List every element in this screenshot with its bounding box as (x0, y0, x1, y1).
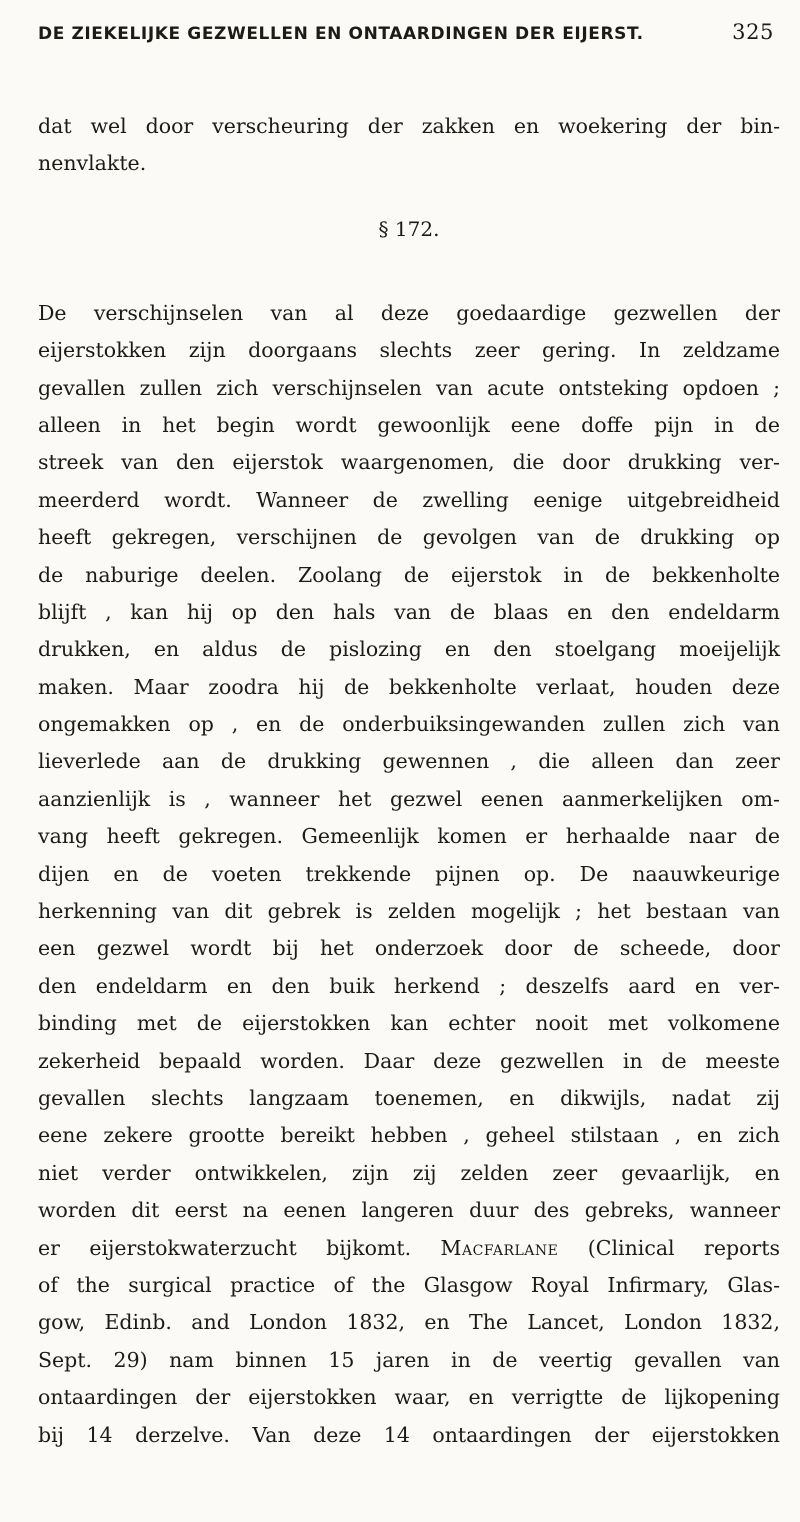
text-line: gow, Edinb. and London 1832, en The Lancet, London 1832, (38, 1310, 780, 1335)
text-line: of the surgical practice of the Glasgow Royal Infirmary, Glas- (38, 1272, 780, 1297)
text-line: nenvlakte. (38, 151, 147, 176)
text-segment: er eijerstokwaterzucht bijkomt. (38, 1235, 412, 1260)
text-line: aanzienlijk is , wanneer het gezwel eenen aanmerkelijken om- (38, 786, 780, 811)
author-name: Macfarlane (440, 1235, 559, 1260)
page-number: 325 (732, 20, 774, 44)
section-heading: § 172. (378, 216, 440, 241)
text-line: heeft gekregen, verschijnen de gevolgen van de drukking op (38, 525, 780, 550)
body-text (38, 108, 780, 1454)
text-line: De verschijnselen van al deze goedaardige gezwellen der (38, 300, 780, 325)
text-line: dat wel door verscheuring der zakken en woekering der bin- (38, 114, 780, 138)
text-line: dijen en de voeten trekkende pijnen op. De naauwkeurige (38, 861, 780, 886)
text-segment: (Clinical reports (587, 1235, 780, 1260)
text-line: worden dit eerst na eenen langeren duur des gebreks, wanneer (38, 1198, 780, 1223)
section-gap (38, 275, 780, 295)
text-line: eijerstokken zijn doorgaans slechts zeer gering. In zeldzame (38, 338, 780, 363)
text-line: streek van den eijerstok waargenomen, die door drukking ver- (38, 450, 780, 475)
text-line: eene zekere grootte bereikt hebben , geheel stilstaan , en zich (38, 1123, 780, 1148)
text-line: binding met de eijerstokken kan echter nooit met volkomene (38, 1011, 780, 1036)
text-line: gevallen slechts langzaam toenemen, en dikwijls, nadat zij (38, 1085, 780, 1110)
text-line: alleen in het begin wordt gewoonlijk eene doffe pijn in de (38, 412, 780, 437)
text-line: meerderd wordt. Wanneer de zwelling eenige uitgebreidheid (38, 487, 780, 512)
text-line: maken. Maar zoodra hij de bekkenholte verlaat, houden deze (38, 674, 780, 699)
text-line: niet verder ontwikkelen, zijn zij zelden zeer gevaarlijk, en (38, 1160, 780, 1185)
text-line: een gezwel wordt bij het onderzoek door de scheede, door (38, 936, 780, 961)
text-line: ontaardingen der eijerstokken waar, en verrigtte de lijkopening (38, 1385, 780, 1410)
text-line: den endeldarm en den buik herkend ; deszelfs aard en ver- (38, 973, 780, 998)
text-line: ongemakken op , en de onderbuiksingewanden zullen zich van (38, 712, 780, 737)
text-line: herkenning van dit gebrek is zelden mogelijk ; het bestaan van (38, 899, 780, 924)
text-line: zekerheid bepaald worden. Daar deze gezwellen in de meeste (38, 1048, 780, 1073)
text-line: gevallen zullen zich verschijnselen van acute ontsteking opdoen ; (38, 375, 780, 400)
text-line-with-author (38, 1230, 780, 1267)
text-line: bij 14 derzelve. Van deze 14 ontaardingen der eijerstokken (38, 1422, 780, 1447)
text-line: vang heeft gekregen. Gemeenlijk komen er herhaalde naar de (38, 824, 780, 849)
text-line: blijft , kan hij op den hals van de blaas en den endeldarm (38, 599, 780, 624)
text-line: de naburige deelen. Zoolang de eijerstok in de bekkenholte (38, 562, 780, 587)
text-line: Sept. 29) nam binnen 15 jaren in de veertig gevallen van (38, 1347, 780, 1372)
running-head-title: DE ZIEKELIJKE GEZWELLEN EN ONTAARDINGEN DER EIJERST. (38, 24, 644, 44)
text-line: lieverlede aan de drukking gewennen , die alleen dan zeer (38, 749, 780, 774)
text-line: drukken, en aldus de pislozing en den stoelgang moeijelijk (38, 637, 780, 662)
running-head (38, 20, 774, 44)
